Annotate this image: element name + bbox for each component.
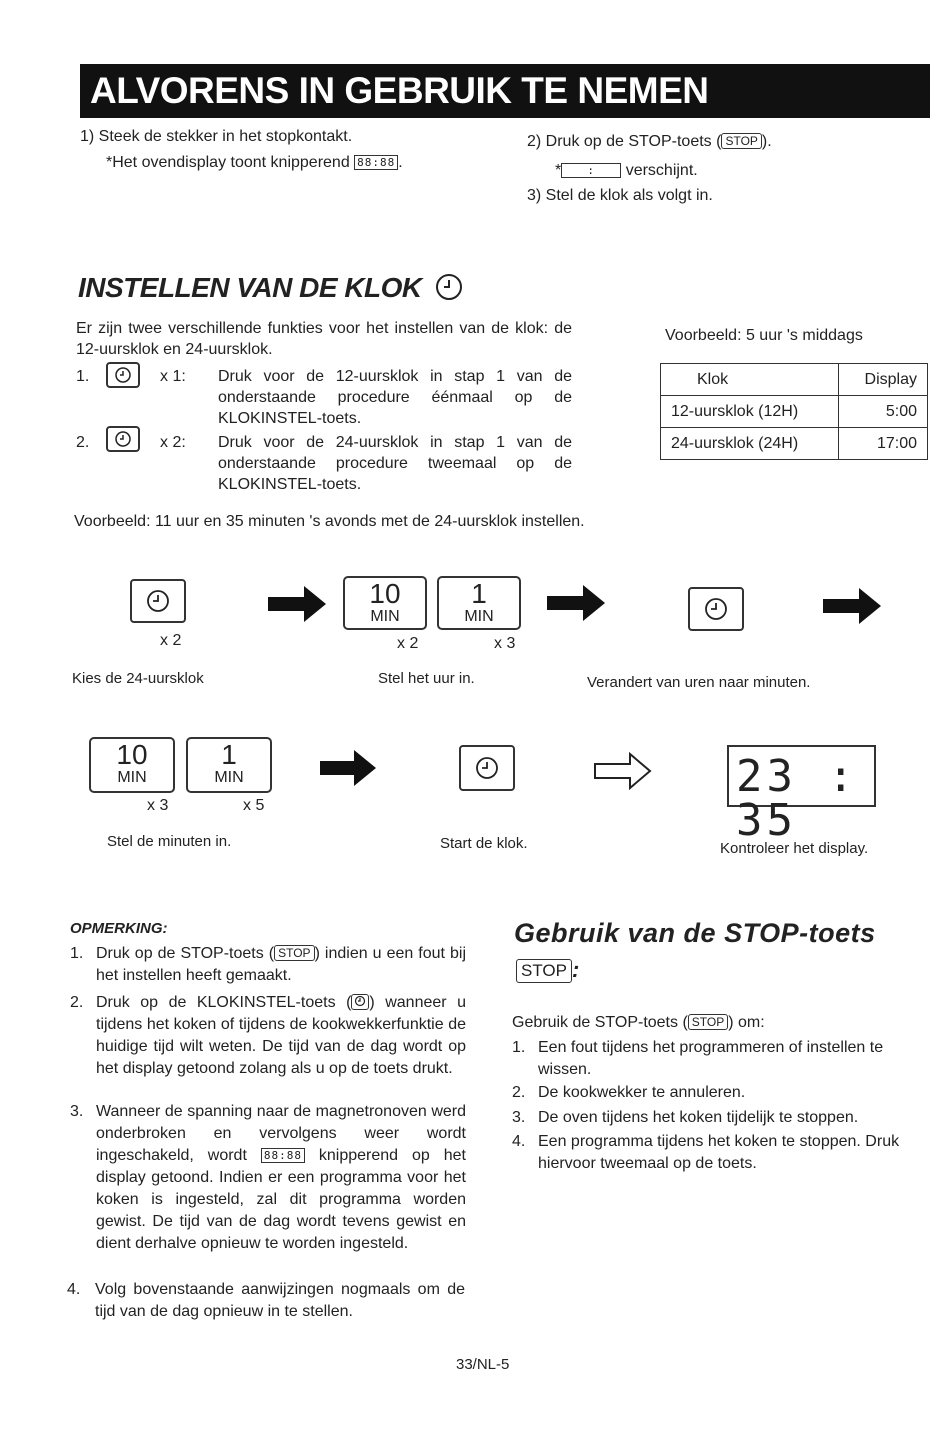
- clock-key-icon: [351, 994, 369, 1010]
- stop-item-4-text: Een programma tijdens het koken te stoppen. Druk hiervoor tweemaal op de toets.: [538, 1133, 900, 1172]
- intro-step-1-note: [106, 152, 403, 173]
- example-table: [660, 363, 928, 460]
- step-count: x 3: [147, 797, 169, 814]
- stop-key-icon: STOP: [516, 959, 572, 983]
- arrow-right-solid-icon: [547, 585, 605, 621]
- stop-item-3-text: De oven tijdens het koken tijdelijk te stoppen.: [538, 1109, 859, 1126]
- clock-display-value: 23 : 35: [736, 751, 858, 846]
- list-item-number: 3.: [70, 1103, 84, 1120]
- step-caption: Verandert van uren naar minuten.: [587, 674, 811, 691]
- intro-step-2-pre: 2) Druk op de STOP-toets (: [527, 133, 722, 150]
- step-count: x 2: [160, 632, 182, 649]
- table-header-display: Display: [839, 364, 928, 396]
- table-cell: 17:00: [839, 428, 928, 460]
- opmerking-item-2: [70, 992, 470, 1102]
- clock-key-icon: [459, 745, 515, 791]
- stop-item-1: [512, 1037, 912, 1083]
- list-item-number: 2.: [512, 1084, 526, 1101]
- stop-key-icon: STOP: [721, 133, 761, 149]
- key-big-label: 1: [221, 739, 237, 770]
- intro-step-1-note-post: .: [398, 154, 403, 171]
- banner-title: ALVORENS IN GEBRUIK TE NEMEN: [90, 70, 709, 111]
- key-small-label: MIN: [117, 769, 147, 786]
- key-small-label: MIN: [214, 769, 244, 786]
- list-item-number: 4.: [67, 1281, 81, 1298]
- stop-intro-post: ) om:: [728, 1014, 765, 1031]
- step-caption: Kies de 24-uursklok: [72, 670, 204, 687]
- lcd-blink-display: 88:88: [354, 155, 398, 170]
- clock-section-heading-text: INSTELLEN VAN DE KLOK: [78, 272, 422, 303]
- step-count: x 3: [494, 635, 516, 652]
- step-caption: Stel de minuten in.: [107, 833, 232, 850]
- table-cell: 24-uursklok (24H): [661, 428, 839, 460]
- opmerking-item-1-post: ) indien u een fout bij het instellen heeft gemaakt.: [96, 945, 466, 984]
- clock-section-heading: [78, 272, 463, 304]
- intro-step-2: [527, 131, 772, 152]
- stop-heading-colon: :: [571, 957, 580, 982]
- opmerking-item-4: [67, 1279, 467, 1325]
- ten-min-key: [89, 737, 175, 793]
- stop-intro-pre: Gebruik de STOP-toets (: [512, 1014, 688, 1031]
- clock-item-2-num: 2.: [76, 434, 90, 451]
- clock-display: [727, 745, 876, 846]
- ten-min-key: [343, 576, 427, 630]
- example-2-text: Voorbeeld: 11 uur en 35 minuten 's avonds met de 24-uursklok instellen.: [74, 513, 585, 530]
- clock-item-1-text: Druk voor de 12-uursklok in stap 1 van de onderstaande procedure éénmaal op de KLOKINSTEL-toets.: [218, 368, 572, 427]
- step-caption: Stel het uur in.: [378, 670, 475, 687]
- section-banner: [80, 64, 930, 118]
- opmerking-item-2-pre: Druk op de KLOKINSTEL-toets (: [96, 994, 352, 1011]
- clock-key-icon: [688, 587, 744, 631]
- clock-key-icon: [106, 362, 140, 388]
- opmerking-item-4-text: Volg bovenstaande aanwijzingen nogmaals om de tijd van de dag opnieuw in te stellen.: [95, 1281, 465, 1320]
- step-caption: Kontroleer het display.: [720, 840, 869, 857]
- arrow-right-solid-icon: [823, 588, 881, 624]
- stop-key-icon: STOP: [274, 945, 314, 961]
- stop-item-4: [512, 1131, 912, 1177]
- opmerking-item-1-text: [96, 943, 466, 987]
- clock-icon: [435, 273, 463, 301]
- clock-item-2-mult: x 2:: [160, 434, 186, 451]
- key-big-label: 1: [471, 578, 487, 609]
- stop-key-icon: STOP: [688, 1014, 728, 1030]
- clock-key-icon: [106, 426, 140, 452]
- step-count: x 2: [397, 635, 419, 652]
- stop-item-1-text: Een fout tijdens het programmeren of instellen te wissen.: [538, 1039, 884, 1078]
- clock-key-icon: [130, 579, 186, 623]
- clock-section-intro: Er zijn twee verschillende funkties voor het instellen van de klok: de 12-uursklok en 24-uursklok.: [76, 320, 572, 358]
- stop-intro: [512, 1012, 765, 1033]
- intro-step-2-note-post: verschijnt.: [625, 162, 698, 179]
- intro-step-1-note-pre: *Het ovendisplay toont knipperend: [106, 154, 350, 171]
- list-item-number: 1.: [512, 1039, 526, 1056]
- lcd-colon-display: :: [561, 163, 621, 178]
- list-item-number: 1.: [70, 945, 84, 962]
- opmerking-heading: OPMERKING:: [70, 920, 168, 937]
- opmerking-item-3-post: knipperend op het display getoond. Indien er een programma voor het koken is ingesteld, zal dit programma worden gewist. De tijd van de dag wordt tevens gewist en dient derhalve opnieuw te worden ingesteld.: [96, 1147, 466, 1252]
- clock-item-2-text: Druk voor de 24-uursklok in stap 1 van de onderstaande procedure tweemaal op de KLOKINSTEL-toets.: [218, 434, 572, 493]
- table-cell: 5:00: [839, 396, 928, 428]
- list-item-number: 2.: [70, 994, 84, 1011]
- key-big-label: 10: [369, 578, 401, 609]
- stop-section-heading-key: [516, 957, 579, 984]
- stop-item-2-text: De kookwekker te annuleren.: [538, 1084, 746, 1101]
- arrow-right-outline-icon: [594, 752, 652, 790]
- step-count: x 5: [243, 797, 265, 814]
- key-small-label: MIN: [370, 608, 400, 625]
- opmerking-item-2-text: [96, 992, 466, 1080]
- arrow-right-solid-icon: [320, 750, 376, 786]
- one-min-key: [437, 576, 521, 630]
- key-big-label: 10: [116, 739, 148, 770]
- opmerking-item-2-post: ) wanneer u tijdens het koken of tijdens de kookwekkerfunktie de huidige tijd wilt weten. De tijd van de dag wordt op het display getoond zolang als u op de toets drukt.: [96, 994, 466, 1077]
- stop-item-3: [512, 1107, 912, 1131]
- stop-section-heading: Gebruik van de STOP-toets: [514, 918, 876, 948]
- opmerking-item-1-pre: Druk op de STOP-toets (: [96, 945, 275, 962]
- intro-step-3: 3) Stel de klok als volgt in.: [527, 187, 713, 204]
- lcd-blink-display: 88:88: [261, 1148, 305, 1163]
- table-row: [661, 428, 928, 460]
- list-item-number: 3.: [512, 1109, 526, 1126]
- opmerking-item-3-pre: Wanneer de spanning naar de magnetronoven werd onderbroken en vervolgens weer wordt ingeschakeld, wordt: [96, 1103, 466, 1164]
- step-caption: Start de klok.: [440, 835, 528, 852]
- intro-step-2-note: [555, 160, 698, 181]
- table-row: [661, 396, 928, 428]
- arrow-right-solid-icon: [268, 586, 326, 622]
- opmerking-item-3: [70, 1101, 470, 1277]
- table-header-row: [661, 364, 928, 396]
- opmerking-item-1: [70, 943, 470, 989]
- stop-item-2: [512, 1082, 912, 1106]
- opmerking-item-3-text: [96, 1101, 466, 1255]
- one-min-key: [186, 737, 272, 793]
- clock-item-1-mult: x 1:: [160, 368, 186, 385]
- clock-item-1-num: 1.: [76, 368, 90, 385]
- page-number: 33/NL-5: [456, 1356, 510, 1373]
- intro-step-1: 1) Steek de stekker in het stopkontakt.: [80, 128, 353, 145]
- intro-step-2-note-pre: *: [555, 162, 562, 179]
- intro-step-2-post: ).: [761, 133, 772, 150]
- example-title: Voorbeeld: 5 uur 's middags: [665, 327, 863, 344]
- list-item-number: 4.: [512, 1133, 526, 1150]
- table-cell: 12-uursklok (12H): [661, 396, 839, 428]
- table-header-klok: Klok: [661, 364, 839, 396]
- key-small-label: MIN: [464, 608, 494, 625]
